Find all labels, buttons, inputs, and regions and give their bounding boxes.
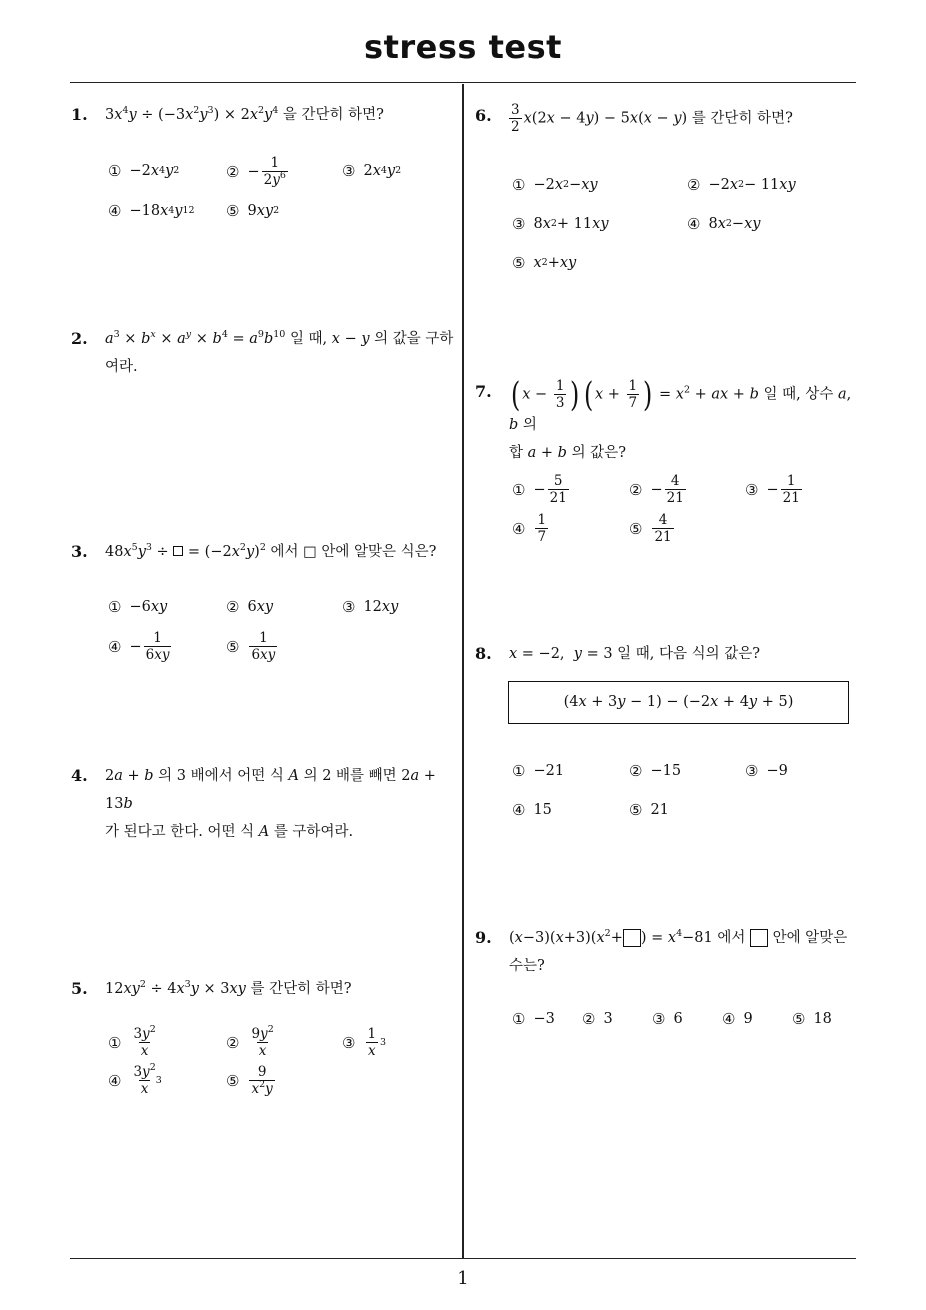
option-3[interactable]: ③ 12 xy — [342, 598, 399, 616]
option-3[interactable]: ③ 8 x 2 + 11 xy — [512, 215, 609, 233]
problem-number: 3. — [71, 542, 88, 561]
option-5[interactable]: ⑤ x 2 + xy — [512, 254, 577, 272]
option-3[interactable]: ③ −9 — [745, 762, 788, 780]
problem-number: 4. — [71, 766, 88, 785]
problem-5: 5. $12xy^2 \div 4x^3y \times 3xy$ 를 간단히 하면? — [105, 975, 352, 1003]
option-3[interactable]: ③ 2 x 4 y 2 — [342, 162, 402, 180]
problem-9: 9. $(x-3)(x+3)(x^2+$ ) = $x^4-81$ 에서 안에 알맞은 수는? — [509, 924, 861, 980]
page-number: 1 — [457, 1268, 469, 1289]
problem-number: 7. — [475, 382, 492, 401]
option-5[interactable]: ⑤ $\frac{9}{x^2y}$ — [226, 1064, 273, 1097]
option-2[interactable]: ② −2 x 2 − 11 xy — [687, 176, 796, 194]
option-3[interactable]: ③ $\frac{1}{x}$ 3 — [342, 1026, 387, 1059]
page-title: stress test — [364, 28, 562, 66]
problem-6: 6. $\frac{3}{2}$ x(2x − 4y) − 5x(x − y) 를 간단히 하면? — [475, 102, 793, 135]
problem-number: 1. — [71, 105, 88, 124]
header-rule — [70, 82, 856, 83]
option-5[interactable]: ⑤ 18 — [792, 1010, 832, 1028]
option-4[interactable]: ④ $\frac{1}{7}$ — [512, 512, 547, 545]
option-1[interactable]: ① −2 x 4 y 2 — [108, 162, 180, 180]
expression-box: (4x + 3y − 1) − (−2x + 4y + 5) — [508, 681, 849, 724]
problem-number: 6. — [475, 106, 492, 125]
column-divider — [462, 84, 464, 1259]
option-2[interactable]: ② $\frac{9y^2}{x}$ — [226, 1024, 274, 1059]
option-5[interactable]: ⑤ 9 xy 2 — [226, 202, 280, 220]
problem-2: 2. $a^3 \times b^x \times a^y \times b^4 = a^9b^{10}$ 일 때, x − y 의 값을 구하 여라. — [105, 325, 460, 381]
option-3[interactable]: ③ 6 — [652, 1010, 683, 1028]
problem-stem: $3x^4y \div (-3x^2y^3) \times 2x^2y^4$ 을 간단히 하면? — [105, 105, 384, 123]
option-1[interactable]: ① −21 — [512, 762, 565, 780]
problem-8: 8. x = −2, y = 3 일 때, 다음 식의 값은? — [509, 640, 760, 668]
option-5[interactable]: ⑤ 21 — [629, 801, 669, 819]
option-2[interactable]: ② 6 xy — [226, 598, 274, 616]
option-5[interactable]: ⑤ $\frac{4}{21}$ — [629, 512, 672, 545]
option-4[interactable]: ④ 9 — [722, 1010, 753, 1028]
option-4[interactable]: ④ − $\frac{1}{6xy}$ — [108, 630, 170, 663]
option-1[interactable]: ① −3 — [512, 1010, 555, 1028]
option-4[interactable]: ④ −18 x 4 y 12 — [108, 202, 195, 220]
footer-rule — [70, 1258, 856, 1259]
problem-number: 9. — [475, 928, 492, 947]
option-3[interactable]: ③ − $\frac{1}{21}$ — [745, 473, 800, 506]
problem-3: 3. $48x^5y^3$ ÷ = $(-2x^2y)^2$ 에서 □ 안에 알맞은 식은? — [105, 538, 436, 566]
problem-4: 4. 2a + b 의 3 배에서 어떤 식 A 의 2 배를 빼면 2a + 13b 가 된다고 한다. 어떤 식 A 를 구하여라. — [105, 762, 460, 846]
option-1[interactable]: ① $\frac{3y^2}{x}$ — [108, 1024, 156, 1059]
option-4[interactable]: ④ 15 — [512, 801, 552, 819]
option-2[interactable]: ② − $\frac{4}{21}$ — [629, 473, 684, 506]
option-2[interactable]: ② − $\frac{1}{2y^6}$ — [226, 155, 286, 188]
option-4[interactable]: ④ $\frac{3y^2}{x}$ 3 — [108, 1062, 162, 1097]
problem-1 — [71, 101, 384, 129]
problem-7: 7. ( x − $\frac{1}{3}$ ) ( x + $\frac{1}{7}$ ) = $x^2$ + ax + b 일 때, 상수 a, b 의 합 a + b 의 값은? — [475, 374, 852, 461]
option-4[interactable]: ④ 8 x 2 − xy — [687, 215, 761, 233]
option-5[interactable]: ⑤ $\frac{1}{6xy}$ — [226, 630, 276, 663]
option-2[interactable]: ② 3 — [582, 1010, 613, 1028]
problem-number: 2. — [71, 329, 88, 348]
option-1[interactable]: ① −6 xy — [108, 598, 168, 616]
option-1[interactable]: ① − $\frac{5}{21}$ — [512, 473, 567, 506]
problem-number: 5. — [71, 979, 88, 998]
option-1[interactable]: ① −2 x 2 − xy — [512, 176, 598, 194]
problem-number: 8. — [475, 644, 492, 663]
option-2[interactable]: ② −15 — [629, 762, 682, 780]
